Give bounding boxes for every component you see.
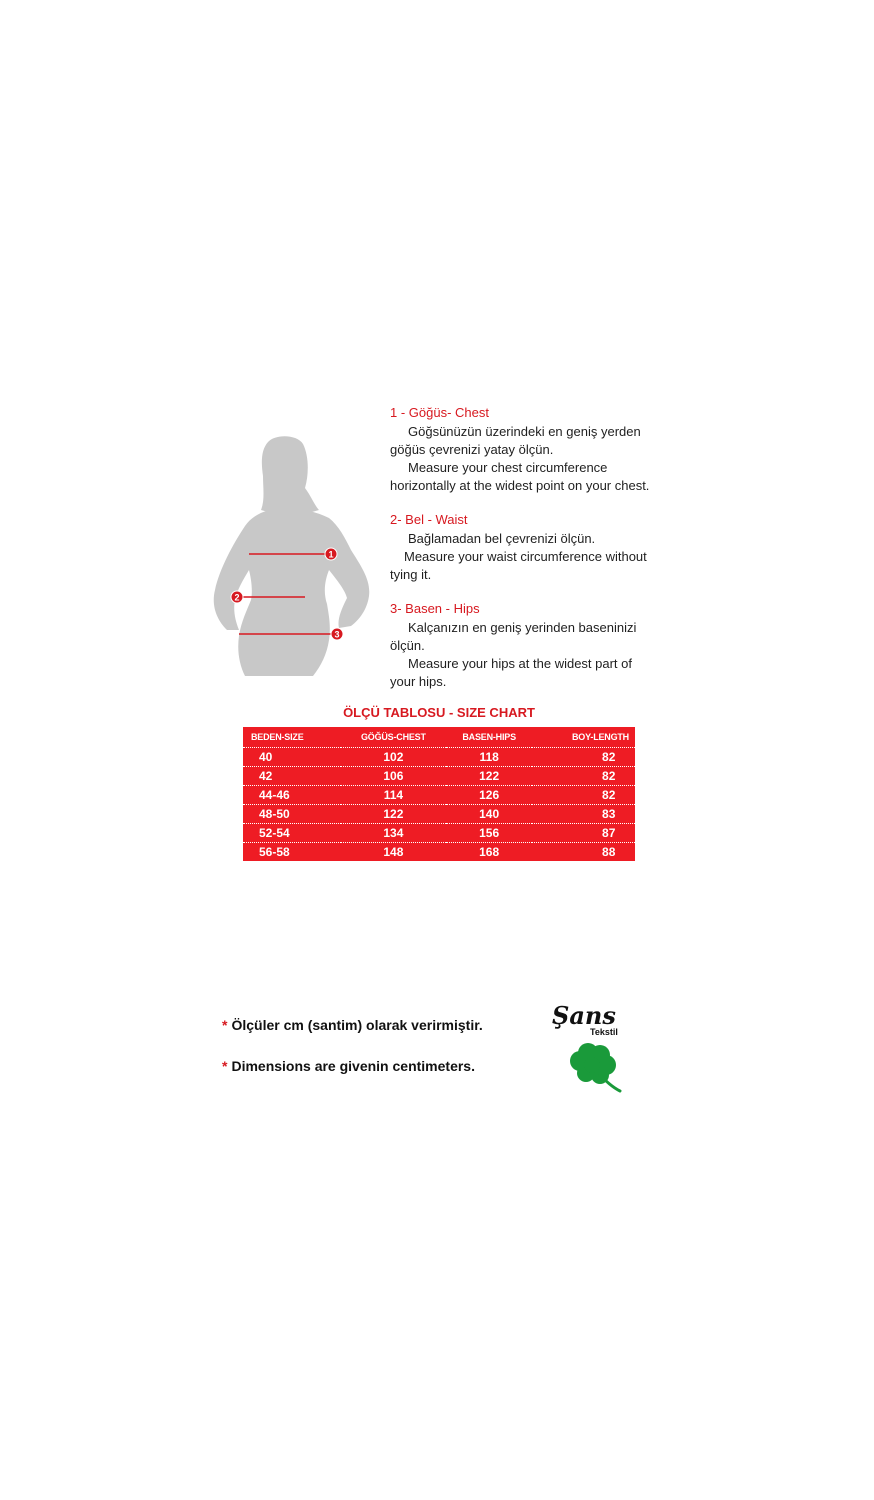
cell-size: 40: [243, 748, 341, 767]
size-chart-title: ÖLÇÜ TABLOSU - SIZE CHART: [343, 705, 535, 720]
header-hips: BASEN-HIPS: [446, 727, 533, 748]
brand-logo: [548, 1003, 628, 1098]
marker-2-label: 2: [234, 592, 240, 603]
cell-hips: 156: [446, 824, 533, 843]
cell-chest: 148: [383, 845, 404, 859]
cell-chest: 106: [341, 767, 446, 786]
cell-chest: 102: [341, 748, 446, 767]
cell-size: 52-54: [243, 824, 341, 843]
hips-instruction: [390, 600, 690, 691]
cell-length: 82: [532, 786, 635, 805]
brand-subtitle: Tekstil: [590, 1027, 618, 1037]
cell-size: 56-58: [259, 845, 290, 859]
header-length: BOY-LENGTH: [532, 727, 635, 748]
cell-chest: 134: [341, 824, 446, 843]
table-row: [243, 805, 635, 824]
cell-chest: 122: [341, 805, 446, 824]
note-star-icon: *: [222, 1017, 228, 1033]
marker-3-label: 3: [334, 629, 340, 640]
chest-title: 1 - Göğüs- Chest: [390, 405, 489, 420]
cell-length: 82: [532, 748, 635, 767]
table-row: [243, 786, 635, 805]
cell-length: 83: [532, 805, 635, 824]
cell-length: 88: [602, 845, 616, 859]
cell-hips: 168: [479, 845, 500, 859]
note-star-icon: *: [222, 1058, 228, 1074]
chest-line-3: Measure your chest circumference: [408, 460, 608, 475]
chest-line-1: Göğsünüzün üzerindeki en geniş yerden: [408, 424, 641, 439]
brand-name: Şans: [552, 1001, 616, 1030]
chest-line-4: horizontally at the widest point on your chest.: [390, 478, 650, 493]
header-size: BEDEN-SIZE: [243, 727, 341, 748]
hips-title: 3- Basen - Hips: [390, 601, 480, 616]
hips-line-4: your hips.: [390, 674, 447, 689]
four-leaf-clover-icon: [566, 1041, 622, 1095]
cell-length: 82: [532, 767, 635, 786]
cell-size: 42: [243, 767, 341, 786]
chest-line-2: göğüs çevrenizi yatay ölçün.: [390, 442, 554, 457]
marker-1: [325, 548, 337, 560]
marker-1-label: 1: [328, 549, 334, 560]
cell-size: 48-50: [243, 805, 341, 824]
table-row: [243, 767, 635, 786]
cell-size: 44-46: [243, 786, 341, 805]
size-chart-table: [243, 727, 635, 861]
size-chart-header-row: [243, 727, 635, 748]
cell-chest: 114: [341, 786, 446, 805]
waist-line-3: tying it.: [390, 567, 432, 582]
body-measurement-figure: [205, 430, 385, 690]
note-turkish: [222, 1017, 483, 1033]
hips-line-2: ölçün.: [390, 638, 425, 653]
waist-instruction: [390, 511, 690, 584]
waist-line-2: Measure your waist circumference without: [404, 549, 647, 564]
silhouette-illustration: [205, 430, 385, 690]
note-english: [222, 1058, 475, 1074]
waist-line-1: Bağlamadan bel çevrenizi ölçün.: [408, 531, 596, 546]
note-english-text: Dimensions are givenin centimeters.: [231, 1058, 475, 1074]
cell-hips: 122: [446, 767, 533, 786]
table-row: [243, 824, 635, 843]
cell-hips: 126: [446, 786, 533, 805]
table-row: [243, 843, 635, 862]
header-chest: GÖĞÜS-CHEST: [341, 727, 446, 748]
marker-3: [331, 628, 343, 640]
measurement-instructions: [390, 404, 690, 707]
chest-instruction: [390, 404, 690, 495]
cell-hips: 140: [446, 805, 533, 824]
table-row: [243, 748, 635, 767]
cell-hips: 118: [446, 748, 533, 767]
hips-line-3: Measure your hips at the widest part of: [408, 656, 633, 671]
waist-title: 2- Bel - Waist: [390, 512, 468, 527]
cell-length: 87: [532, 824, 635, 843]
hips-line-1: Kalçanızın en geniş yerinden baseninizi: [408, 620, 637, 635]
note-turkish-text: Ölçüler cm (santim) olarak verirmiştir.: [231, 1017, 483, 1033]
marker-2: [231, 591, 243, 603]
